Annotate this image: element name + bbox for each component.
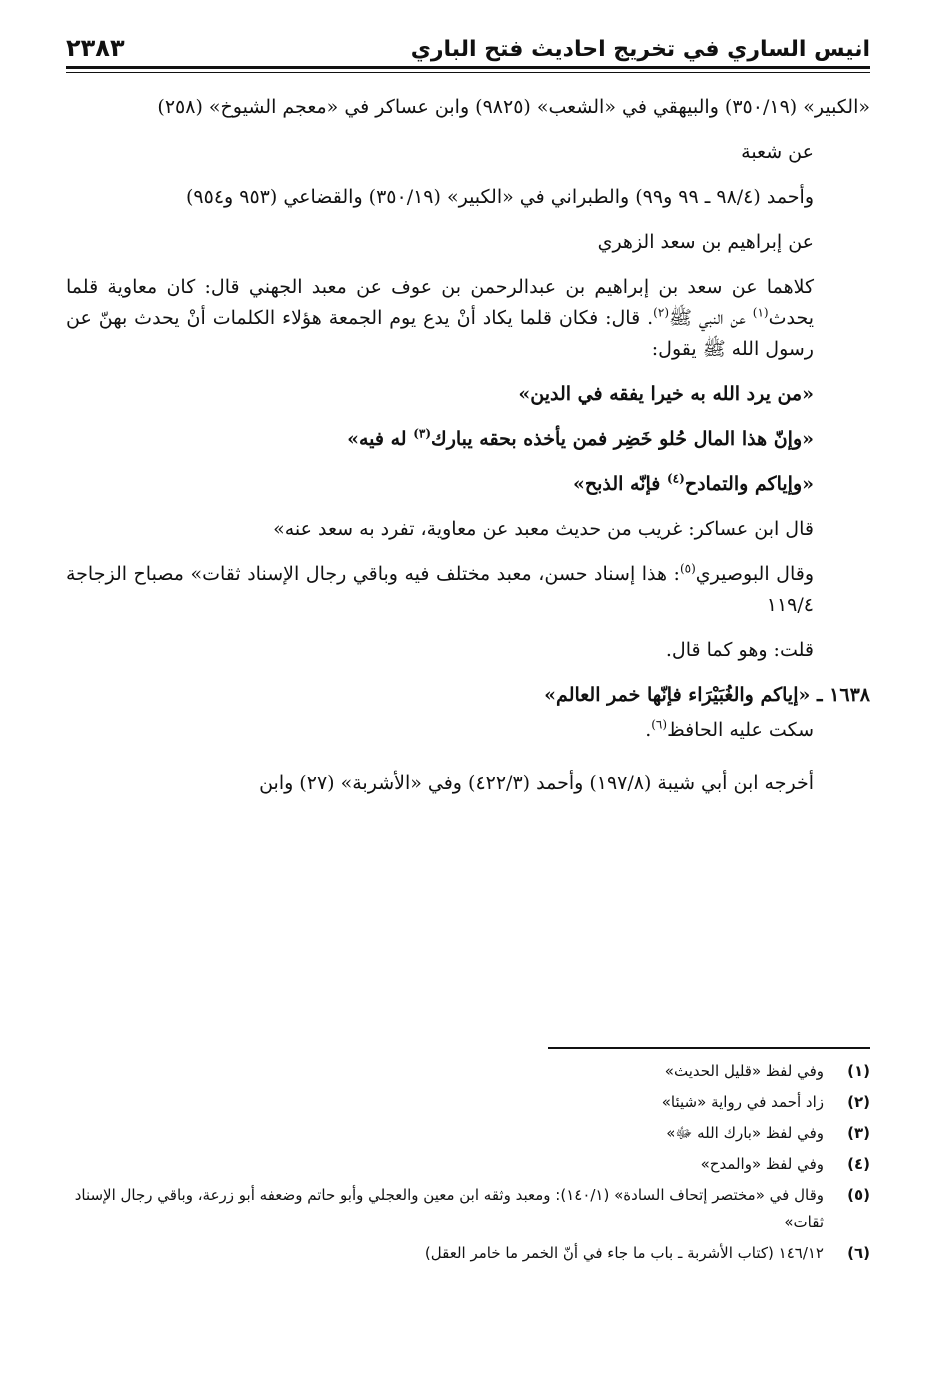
- footnote-6: [66, 1240, 870, 1267]
- paragraph-qultu: قلت: وهو كما قال.: [665, 639, 814, 661]
- paragraph-ahmad-sources: وأحمد (٩٨/٤ ـ ٩٩ و٩٩) والطبراني في «الكبير» (٣٥٠/١٩) والقضاعي (٩٥٣ و٩٥٤): [185, 186, 814, 208]
- footnote-2: [66, 1089, 870, 1116]
- footnote-4: [66, 1151, 870, 1178]
- narration-part2: عن النبي ﷺ: [669, 307, 753, 329]
- paragraph-busiri: [66, 559, 870, 621]
- footnote-text: ١٤٦/١٢ (كتاب الأشربة ـ باب ما جاء في أنّ الخمر ما خامر العقل): [424, 1244, 824, 1262]
- footnote-ref-6: (٦): [651, 717, 668, 732]
- book-title: انيس الساري في تخريج احاديث فتح الباري: [410, 37, 870, 62]
- sakata-end: .: [645, 719, 652, 741]
- footnote-number: (٣): [847, 1124, 870, 1142]
- paragraph-akhrajahu: أخرجه ابن أبي شيبة (١٩٧/٨) وأحمد (٤٢٢/٣) وفي «الأشربة» (٢٧) وابن: [259, 772, 814, 794]
- footnote-3: [66, 1120, 870, 1147]
- footnote-number: (١): [847, 1062, 870, 1080]
- header-rule-thick: [66, 66, 870, 69]
- footnote-text: وفي لفظ «بارك الله ﷻ»: [666, 1124, 824, 1142]
- footnote-number: (٤): [847, 1155, 870, 1173]
- paragraph-ibn-asakir: قال ابن عساكر: غريب من حديث معبد عن معاوية، تفرد به سعد عنه»: [273, 518, 814, 540]
- footnote-text: وقال في «مختصر إتحاف السادة» (١٤٠/١): ومعبد وثقه ابن معين والعجلي وأبو حاتم وضعفه أبو زرعة، وباقي رجال الإسناد ثقات»: [74, 1186, 824, 1231]
- footnote-number: (٦): [847, 1244, 870, 1262]
- hadith-1638: ١٦٣٨ ـ «إياكم والغُبَيْرَاء فإنّها خمر العالم»: [544, 684, 870, 706]
- page-number: ٢٣٨٣: [66, 34, 125, 62]
- hadith-line-3: [66, 469, 870, 500]
- hadith-line-2b: له فيه»: [347, 428, 414, 450]
- paragraph-kabir-sources: «الكبير» (٣٥٠/١٩) والبيهقي في «الشعب» (٩٨٢٥) وابن عساكر في «معجم الشيوخ» (٢٥٨): [157, 96, 870, 118]
- running-header: [66, 22, 870, 62]
- hadith-line-2a: «وإنّ هذا المال حُلو خَضِر فمن يأخذه بحقه يبارك: [431, 428, 814, 450]
- footnote-ref-2: (٢): [653, 305, 669, 320]
- footnote-1: [66, 1058, 870, 1085]
- hadith-line-3b: فإنّه الذبح»: [572, 473, 667, 495]
- footnote-text: وفي لفظ «والمدح»: [700, 1155, 824, 1173]
- footnote-number: (٢): [847, 1093, 870, 1111]
- footnote-ref-3: (٣): [413, 426, 432, 441]
- footnote-text: وفي لفظ «قليل الحديث»: [664, 1062, 824, 1080]
- sakata-text: سكت عليه الحافظ: [667, 719, 814, 741]
- header-rule-thin: [66, 72, 870, 73]
- footnote-text: زاد أحمد في رواية «شيئا»: [661, 1093, 824, 1111]
- footnote-ref-4: (٤): [666, 471, 685, 486]
- paragraph-an-ibrahim: عن إبراهيم بن سعد الزهري: [597, 231, 814, 253]
- hadith-line-2: [66, 424, 870, 455]
- paragraph-narration: [66, 272, 870, 365]
- hadith-line-1: «من يرد الله به خيرا يفقه في الدين»: [518, 383, 814, 405]
- footnotes: [66, 1058, 870, 1271]
- footnote-ref-5: (٥): [679, 561, 696, 576]
- footnote-separator: [548, 1047, 870, 1049]
- main-text: [66, 92, 870, 813]
- busiri-part2: : هذا إسناد حسن، معبد مختلف فيه وباقي رجال الإسناد ثقات» مصباح الزجاجة ١١٩/٤: [66, 563, 814, 616]
- footnote-number: (٥): [847, 1186, 870, 1204]
- footnote-ref-1: (١): [752, 305, 769, 320]
- paragraph-sakata: [66, 715, 870, 746]
- hadith-line-3a: «وإياكم والتمادح: [684, 473, 814, 495]
- busiri-part1: وقال البوصيري: [695, 563, 814, 585]
- narration-part1: كلاهما عن سعد بن إبراهيم بن عبدالرحمن بن عوف عن معبد الجهني قال: كان معاوية قلما يحدث: [66, 276, 814, 329]
- narration-part3: . قال: فكان قلما يكاد أنْ يدع يوم الجمعة هؤلاء الكلمات أنْ يحدث بهنّ عن رسول الله ﷺ يقول:: [66, 307, 814, 360]
- paragraph-an-shuba: عن شعبة: [741, 141, 814, 163]
- footnote-5: [66, 1182, 870, 1236]
